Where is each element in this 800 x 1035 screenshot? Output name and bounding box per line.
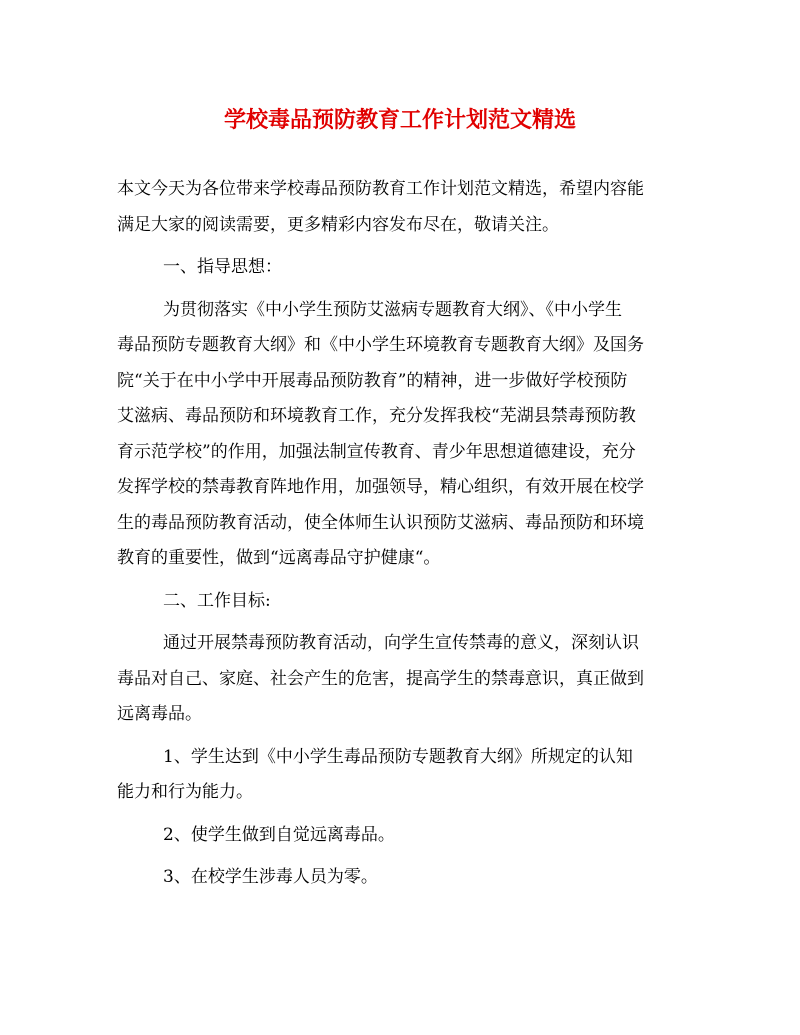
document-body <box>117 172 687 896</box>
body-line: 通过开展禁毒预防教育活动，向学生宣传禁毒的意义，深刻认识 <box>163 633 639 653</box>
body-line: 为贯彻落实《中小学生预防艾滋病专题教育大纲》、《中小学生 <box>163 299 622 320</box>
body-line: 毒品预防专题教育大纲》和《中小学生环境教育专题教育大纲》及国务 <box>117 335 644 355</box>
list-item: 1、学生达到《中小学生毒品预防专题教育大纲》所规定的认知 <box>163 746 633 767</box>
body-line: 生的毒品预防教育活动，使全体师生认识预防艾滋病、毒品预防和环境 <box>117 512 644 533</box>
body-line: 艾滋病、毒品预防和环境教育工作，充分发挥我校“芜湖县禁毒预防教 <box>117 406 636 426</box>
document-title: 学校毒品预防教育工作计划范文精选 <box>223 107 576 133</box>
body-line: 教育的重要性，做到“远离毒品守护健康“。 <box>117 548 441 568</box>
body-line: 育示范学校”的作用，加强法制宣传教育、青少年思想道德建设，充分 <box>117 441 636 462</box>
body-line: 本文今天为各位带来学校毒品预防教育工作计划范文精选，希望内容能 <box>117 179 644 199</box>
body-line: 毒品对自己、家庭、社会产生的危害，提高学生的禁毒意识，真正做到 <box>117 668 644 689</box>
body-line: 院“关于在中小学中开展毒品预防教育”的精神，进一步做好学校预防 <box>117 370 628 391</box>
body-line: 能力和行为能力。 <box>117 782 253 802</box>
section-heading: 一、指导思想： <box>163 257 282 277</box>
list-item: 3、在校学生涉毒人员为零。 <box>163 867 378 887</box>
body-line: 满足大家的阅读需要，更多精彩内容发布尽在，敬请关注。 <box>117 214 559 235</box>
body-line: 发挥学校的禁毒教育阵地作用，加强领导，精心组织，有效开展在校学 <box>117 477 644 497</box>
list-item: 2、使学生做到自觉远离毒品。 <box>163 824 395 845</box>
body-line: 远离毒品。 <box>117 704 202 724</box>
section-heading: 二、工作目标: <box>163 590 271 611</box>
